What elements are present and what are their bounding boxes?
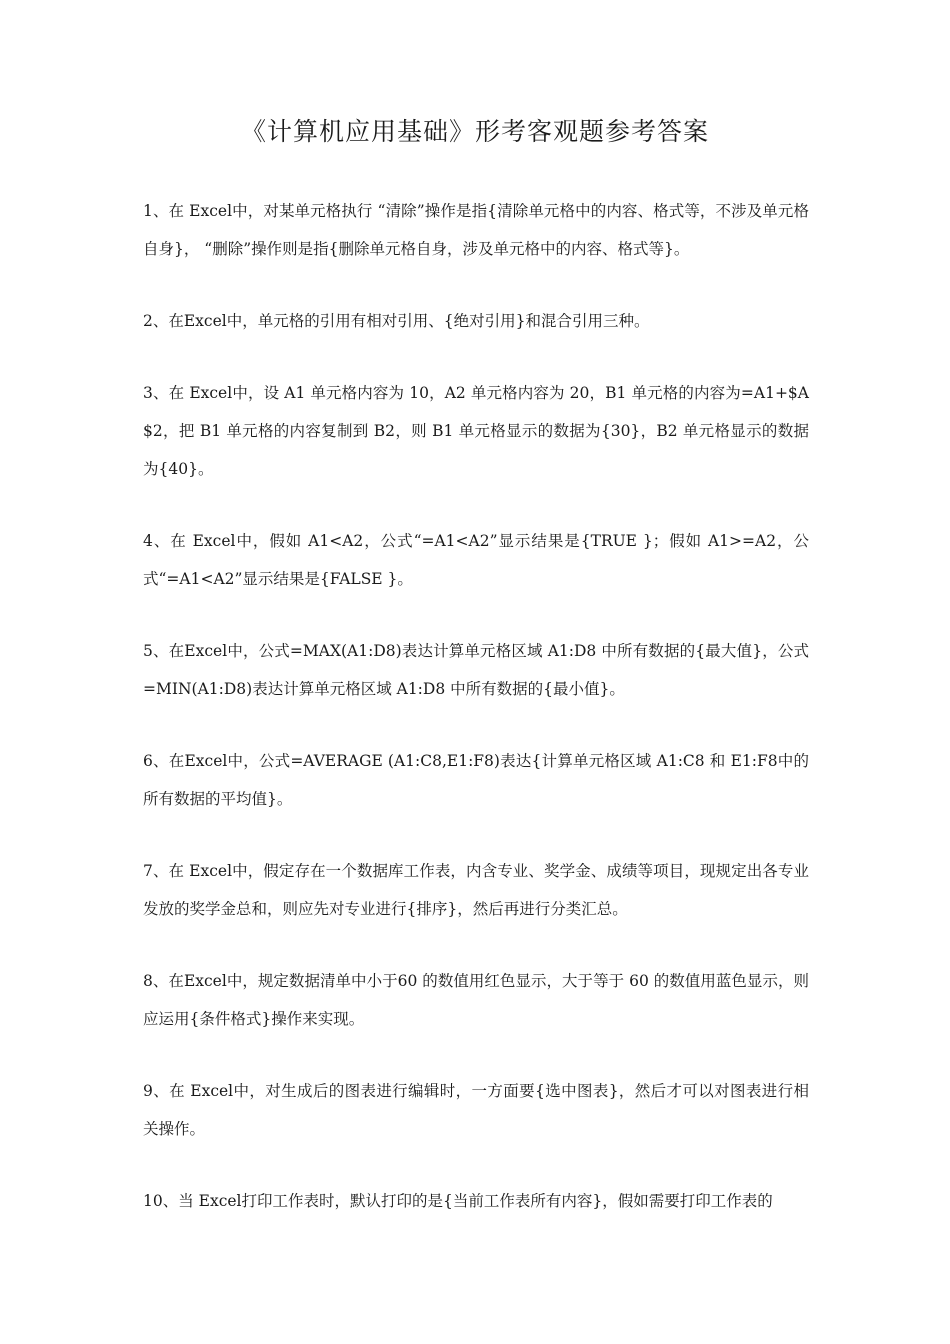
question-5: 5、在Excel中，公式=MAX(A1:D8)表达计算单元格区域 A1:D8 中所有数据的{最大值}，公式=MIN(A1:D8)表达计算单元格区域 A1:D8 中所有数据的{最小值}。 [143,642,809,698]
question-6: 6、在Excel中，公式=AVERAGE (A1:C8,E1:F8)表达{计算单元格区域 A1:C8 和 E1:F8中的所有数据的平均值}。 [143,752,809,808]
question-9: 9、在 Excel中，对生成后的图表进行编辑时，一方面要{选中图表}，然后才可以对图表进行相关操作。 [143,1082,809,1138]
question-4: 4、在 Excel中，假如 A1<A2，公式“=A1<A2”显示结果是{TRUE }；假如 A1>=A2，公式“=A1<A2”显示结果是{FALSE }。 [143,532,809,588]
question-7: 7、在 Excel中，假定存在一个数据库工作表，内含专业、奖学金、成绩等项目，现规定出各专业发放的奖学金总和，则应先对专业进行{排序}，然后再进行分类汇总。 [143,862,809,918]
document-body [143,192,809,1254]
question-3: 3、在 Excel中，设 A1 单元格内容为 10，A2 单元格内容为 20，B1 单元格的内容为=A1+$A$2，把 B1 单元格的内容复制到 B2，则 B1 单元格显示的数据为{30}，B2 单元格显示的数据为{40}。 [143,384,809,478]
question-1: 1、在 Excel中，对某单元格执行 “清除”操作是指{清除单元格中的内容、格式等，不涉及单元格自身}， “删除”操作则是指{删除单元格自身，涉及单元格中的内容、格式等}。 [143,202,809,258]
question-2: 2、在Excel中，单元格的引用有相对引用、{绝对引用}和混合引用三种。 [143,312,650,330]
document-title: 《计算机应用基础》形考客观题参考答案 [240,117,709,146]
question-8: 8、在Excel中，规定数据清单中小于60 的数值用红色显示，大于等于 60 的数值用蓝色显示，则应运用{条件格式}操作来实现。 [143,972,809,1028]
question-10: 10、当 Excel打印工作表时，默认打印的是{当前工作表所有内容}，假如需要打印工作表的 [143,1192,773,1210]
